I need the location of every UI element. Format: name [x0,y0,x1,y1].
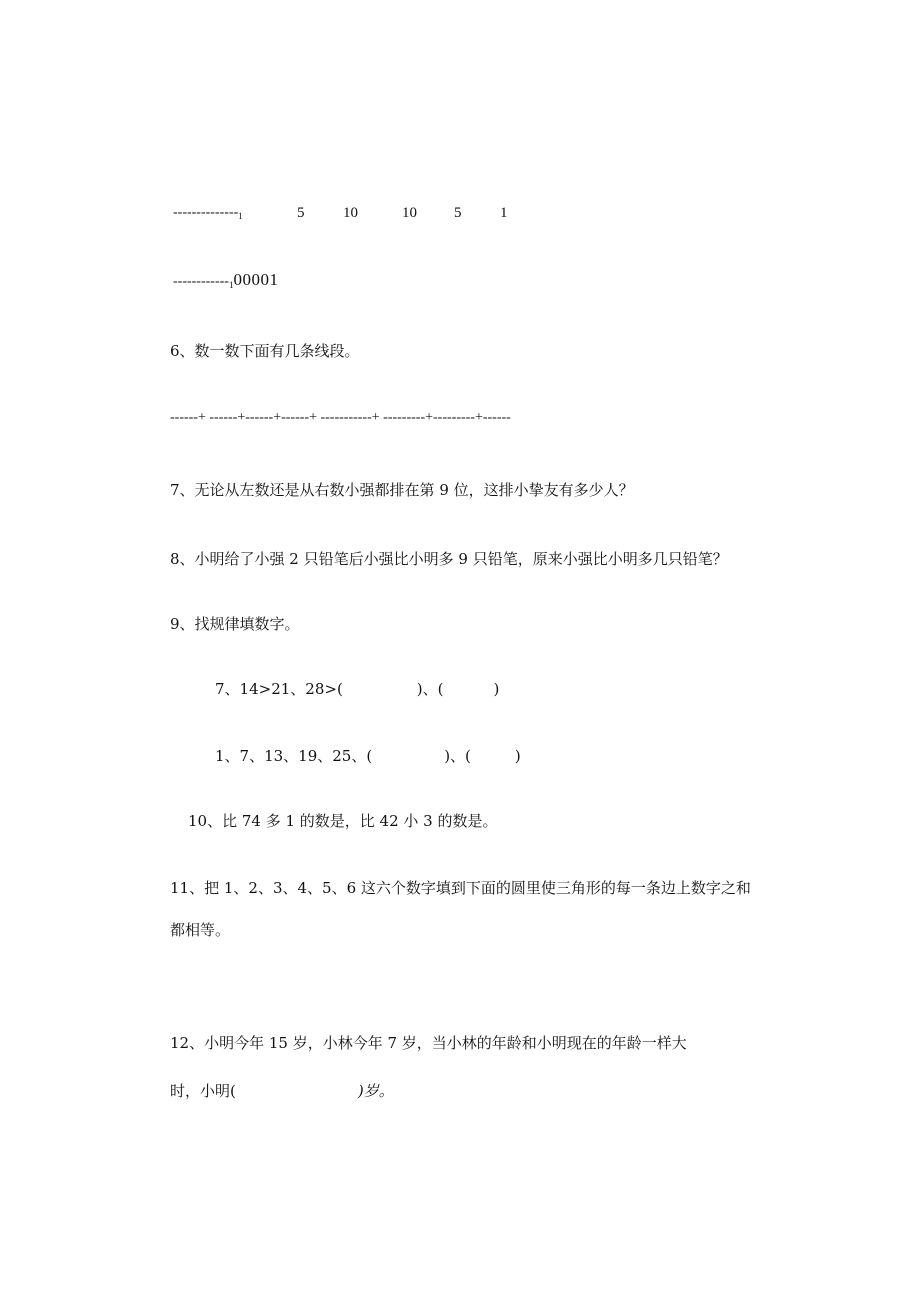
question-12-line-1: 12、小明今年 15 岁，小林今年 7 岁，当小林的年龄和小明现在的年龄一样大 [170,1034,687,1052]
pascal-row-1-dashes: -------------- [173,205,239,220]
question-8: 8、小明给了小强 2 只铅笔后小强比小明多 9 只铅笔，原来小强比小明多几只铅笔？ [170,550,728,568]
question-6: 6、数一数下面有几条线段。 [170,342,360,360]
question-11-line-1: 11、把 1、2、3、4、5、6 这六个数字填到下面的圆里使三角形的每一条边上数字之和 [170,879,751,897]
pascal-row-1-num: 5 [454,205,462,221]
sequence-2-end: ) [514,747,521,765]
sequence-1-mid: )、( [416,680,444,698]
pascal-row-2-tail: 00001 [233,270,279,289]
pascal-row-1-lead: 1 [238,211,243,221]
pascal-row-1-num: 10 [402,205,417,221]
pascal-row-1 [173,205,243,221]
pascal-row-1-num: 10 [343,205,358,221]
sequence-2-prefix: 1、7、13、19、25、( [215,747,373,765]
sequence-2 [215,745,521,766]
sequence-2-mid: )、( [444,747,471,765]
question-12-suffix: )岁。 [357,1082,394,1100]
pascal-row-1-num: 1 [500,205,508,221]
pascal-row-1-num: 5 [297,205,305,221]
sequence-1-end: ) [493,680,500,698]
question-11-line-2: 都相等。 [170,921,231,939]
question-7: 7、无论从左数还是从右数小强都排在第 9 位，这排小挚友有多少人？ [170,481,634,499]
question-9: 9、找规律填数字。 [170,615,300,633]
question-12-prefix: 时，小明( [170,1082,236,1100]
question-10: 10、比 74 多 1 的数是，比 42 小 3 的数是。 [188,812,498,830]
pascal-row-2-lead: 1 [228,280,234,290]
pascal-row-2-dashes: ------------ [173,274,229,289]
sequence-1 [215,678,499,699]
question-12-line-2 [170,1080,394,1101]
pascal-row-2 [173,270,278,290]
line-segments: ------+ ------+------+------+ -----------+ ---------+---------+------ [170,410,511,425]
sequence-1-prefix: 7、14>21、28>( [215,680,343,698]
